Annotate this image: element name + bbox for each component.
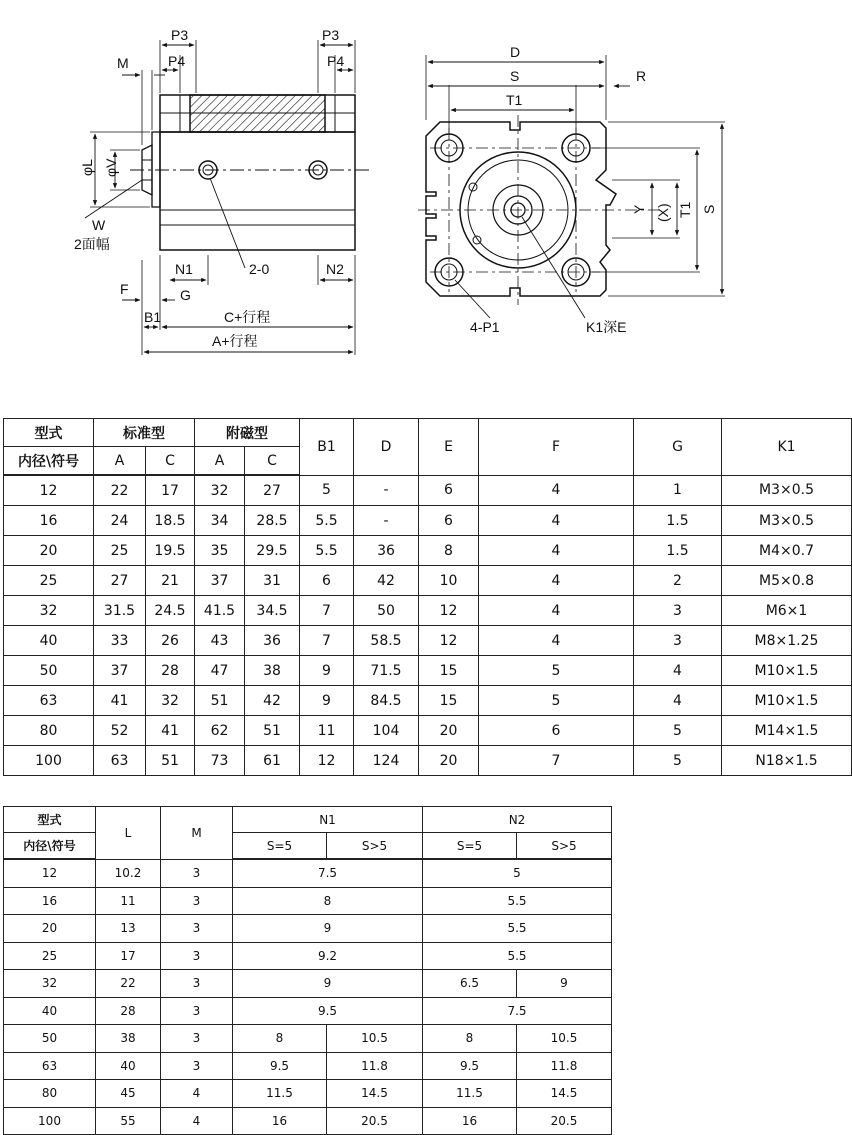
label-two-face: 2面幅 (74, 236, 110, 252)
label-phi-v: φV (103, 158, 119, 177)
label-w: W (92, 217, 106, 233)
table1-cell-a-magnetic: 37 (195, 566, 245, 596)
table1-cell-k1: M8×1.25 (722, 626, 852, 656)
table1-cell-a-standard: 31.5 (94, 596, 146, 626)
table2-cell-n1-s5: 16 (233, 1107, 327, 1135)
table2-cell-bore: 50 (4, 1025, 96, 1053)
table1-header-magnetic: 附磁型 (195, 419, 300, 447)
table2-cell-l: 28 (96, 997, 161, 1025)
table1-body (4, 475, 852, 776)
table1-cell-bore: 100 (4, 746, 94, 776)
table2-cell-n1: 9.5 (233, 997, 423, 1025)
table1-cell-g: 1 (634, 475, 722, 506)
table2-cell-l: 38 (96, 1025, 161, 1053)
table2-cell-m: 4 (161, 1080, 233, 1108)
table1-cell-f: 4 (479, 475, 634, 506)
table1-cell-bore: 20 (4, 536, 94, 566)
table2-cell-n1-sgt5: 20.5 (327, 1107, 423, 1135)
table1-cell-b1: 12 (300, 746, 354, 776)
table1-cell-b1: 5 (300, 475, 354, 506)
table2-cell-n2-s5: 8 (423, 1025, 517, 1053)
table1-row (4, 506, 852, 536)
table2-cell-bore: 63 (4, 1052, 96, 1080)
label-4-p1: 4-P1 (470, 319, 500, 335)
table2-cell-m: 3 (161, 887, 233, 915)
table1-header-a-standard: A (94, 447, 146, 476)
table1-cell-e: 6 (419, 506, 479, 536)
label-n2: N2 (326, 261, 344, 277)
table2-cell-n1: 9 (233, 970, 423, 998)
table2-cell-l: 45 (96, 1080, 161, 1108)
table2-cell-n1-s5: 11.5 (233, 1080, 327, 1108)
table2-cell-bore: 25 (4, 942, 96, 970)
label-g: G (180, 287, 191, 303)
table1-cell-e: 6 (419, 475, 479, 506)
table1-cell-d: 71.5 (354, 656, 419, 686)
table1-cell-k1: M10×1.5 (722, 686, 852, 716)
table1-cell-b1: 5.5 (300, 506, 354, 536)
table1-cell-b1: 6 (300, 566, 354, 596)
table1-cell-a-magnetic: 32 (195, 475, 245, 506)
table1-cell-a-magnetic: 62 (195, 716, 245, 746)
table2-cell-l: 17 (96, 942, 161, 970)
table1-cell-a-magnetic: 34 (195, 506, 245, 536)
table2-cell-n1-s5: 8 (233, 1025, 327, 1053)
label-s: S (510, 68, 520, 84)
table1-cell-a-standard: 37 (94, 656, 146, 686)
table2-cell-n1: 8 (233, 887, 423, 915)
table1-cell-bore: 80 (4, 716, 94, 746)
table1-cell-a-standard: 27 (94, 566, 146, 596)
table2-cell-n2: 5.5 (423, 887, 612, 915)
table1-cell-f: 4 (479, 626, 634, 656)
dimension-table-secondary (3, 806, 612, 1135)
table2-cell-m: 3 (161, 970, 233, 998)
table1-cell-e: 20 (419, 716, 479, 746)
table2-cell-n2-sgt5: 9 (517, 970, 612, 998)
table2-cell-n2: 7.5 (423, 997, 612, 1025)
table1-cell-f: 5 (479, 686, 634, 716)
table1-cell-d: - (354, 506, 419, 536)
table1-cell-b1: 5.5 (300, 536, 354, 566)
label-c-stroke: C+行程 (224, 309, 271, 325)
table1-header-k1: K1 (722, 419, 852, 476)
table2-cell-m: 3 (161, 859, 233, 887)
table2-header-bore: 内径\符号 (4, 833, 96, 860)
table2-cell-l: 55 (96, 1107, 161, 1135)
table1-cell-f: 7 (479, 746, 634, 776)
label-phi-l: φL (79, 159, 95, 176)
table1-cell-c-standard: 26 (146, 626, 195, 656)
table1-cell-f: 5 (479, 656, 634, 686)
label-k1-depth: K1深E (586, 319, 627, 335)
table1-cell-c-standard: 28 (146, 656, 195, 686)
table2-cell-n2-sgt5: 14.5 (517, 1080, 612, 1108)
cylinder-body (160, 132, 355, 250)
table1-header-g: G (634, 419, 722, 476)
table1-cell-k1: M3×0.5 (722, 506, 852, 536)
table2-cell-n1: 9.2 (233, 942, 423, 970)
table1-row (4, 716, 852, 746)
table2-row (4, 1080, 612, 1108)
front-view (418, 55, 725, 305)
table1-cell-g: 3 (634, 626, 722, 656)
table1-cell-e: 12 (419, 626, 479, 656)
table1-cell-k1: M14×1.5 (722, 716, 852, 746)
table1-header-model: 型式 (4, 419, 94, 447)
table1-header-b1: B1 (300, 419, 354, 476)
table1-header-bore: 内径\符号 (4, 447, 94, 476)
table1-cell-f: 4 (479, 566, 634, 596)
table1-cell-c-magnetic: 28.5 (245, 506, 300, 536)
table1-cell-e: 20 (419, 746, 479, 776)
table2-body (4, 859, 612, 1135)
table2-row (4, 1052, 612, 1080)
table1-cell-k1: M6×1 (722, 596, 852, 626)
label-t1: T1 (506, 92, 523, 108)
table1-cell-k1: M4×0.7 (722, 536, 852, 566)
table1-row (4, 596, 852, 626)
table2-cell-l: 13 (96, 915, 161, 943)
table2-cell-bore: 20 (4, 915, 96, 943)
table1-cell-g: 5 (634, 716, 722, 746)
dimension-table-main (3, 418, 852, 776)
table1-cell-a-standard: 25 (94, 536, 146, 566)
table1-cell-k1: M3×0.5 (722, 475, 852, 506)
table1-cell-k1: M5×0.8 (722, 566, 852, 596)
table2-cell-n2-s5: 11.5 (423, 1080, 517, 1108)
table1-cell-a-standard: 24 (94, 506, 146, 536)
table2-cell-bore: 80 (4, 1080, 96, 1108)
table1-cell-c-standard: 21 (146, 566, 195, 596)
table1-header-d: D (354, 419, 419, 476)
table1-header-c-standard: C (146, 447, 195, 476)
table1-cell-g: 4 (634, 656, 722, 686)
table1-cell-k1: M10×1.5 (722, 656, 852, 686)
table2-header-l: L (96, 807, 161, 860)
label-a-stroke: A+行程 (212, 333, 258, 349)
table1-row (4, 746, 852, 776)
table1-cell-c-magnetic: 38 (245, 656, 300, 686)
table2-cell-n2-s5: 9.5 (423, 1052, 517, 1080)
table2-cell-m: 3 (161, 915, 233, 943)
label-m: M (117, 55, 129, 71)
table1-cell-a-magnetic: 35 (195, 536, 245, 566)
table2-cell-n2: 5.5 (423, 915, 612, 943)
table2-cell-n1-sgt5: 14.5 (327, 1080, 423, 1108)
table2-row (4, 915, 612, 943)
label-b1: B1 (144, 309, 162, 325)
table2-row (4, 887, 612, 915)
table2-header-n1-sgt5: S>5 (327, 833, 423, 860)
table1-cell-d: 124 (354, 746, 419, 776)
table1-cell-c-standard: 18.5 (146, 506, 195, 536)
table2-cell-l: 10.2 (96, 859, 161, 887)
label-f: F (120, 281, 129, 297)
table1-cell-a-standard: 52 (94, 716, 146, 746)
table1-cell-bore: 40 (4, 626, 94, 656)
table1-header-a-magnetic: A (195, 447, 245, 476)
table1-cell-d: 50 (354, 596, 419, 626)
label-x: (X) (655, 203, 671, 222)
table1-cell-a-standard: 33 (94, 626, 146, 656)
table1-cell-bore: 25 (4, 566, 94, 596)
table1-cell-g: 2 (634, 566, 722, 596)
table1-header-f: F (479, 419, 634, 476)
table2-header-n2-s5: S=5 (423, 833, 517, 860)
table2-header-row-1 (4, 807, 612, 833)
table2-cell-n2-s5: 6.5 (423, 970, 517, 998)
label-y: Y (631, 204, 647, 214)
label-s-side: S (701, 204, 717, 214)
side-view (90, 40, 370, 355)
table2-cell-m: 3 (161, 1052, 233, 1080)
table2-row (4, 997, 612, 1025)
table2-cell-n1: 7.5 (233, 859, 423, 887)
table1-row (4, 536, 852, 566)
table1-cell-bore: 63 (4, 686, 94, 716)
table1-cell-e: 10 (419, 566, 479, 596)
table1-cell-g: 1.5 (634, 506, 722, 536)
label-p3-right: P3 (322, 27, 340, 43)
table2-row (4, 942, 612, 970)
table2-cell-bore: 12 (4, 859, 96, 887)
table1-cell-g: 3 (634, 596, 722, 626)
table1-cell-c-standard: 51 (146, 746, 195, 776)
table1-cell-a-standard: 41 (94, 686, 146, 716)
table1-cell-a-magnetic: 51 (195, 686, 245, 716)
table1-cell-c-standard: 24.5 (146, 596, 195, 626)
table1-cell-c-magnetic: 51 (245, 716, 300, 746)
table2-header-n2: N2 (423, 807, 612, 833)
table2-cell-bore: 100 (4, 1107, 96, 1135)
table1-cell-b1: 11 (300, 716, 354, 746)
table1-cell-b1: 7 (300, 596, 354, 626)
table1-cell-c-magnetic: 29.5 (245, 536, 300, 566)
table1-cell-b1: 7 (300, 626, 354, 656)
table1-cell-a-standard: 63 (94, 746, 146, 776)
table2-cell-n1: 9 (233, 915, 423, 943)
table2-cell-l: 11 (96, 887, 161, 915)
table2-row (4, 1025, 612, 1053)
table1-cell-c-magnetic: 31 (245, 566, 300, 596)
table1-row (4, 475, 852, 506)
table2-cell-m: 3 (161, 1025, 233, 1053)
table2-header-n1-s5: S=5 (233, 833, 327, 860)
table1-cell-g: 5 (634, 746, 722, 776)
table1-cell-g: 1.5 (634, 536, 722, 566)
table1-cell-f: 4 (479, 506, 634, 536)
table2-cell-n2-sgt5: 20.5 (517, 1107, 612, 1135)
table2-cell-m: 3 (161, 997, 233, 1025)
table2-cell-bore: 32 (4, 970, 96, 998)
table1-cell-f: 6 (479, 716, 634, 746)
table1-cell-k1: N18×1.5 (722, 746, 852, 776)
table1-row (4, 656, 852, 686)
label-n1: N1 (175, 261, 193, 277)
table1-header-standard: 标准型 (94, 419, 195, 447)
table1-cell-bore: 32 (4, 596, 94, 626)
table1-cell-a-standard: 22 (94, 475, 146, 506)
table1-row (4, 626, 852, 656)
table1-cell-b1: 9 (300, 686, 354, 716)
table2-header-row-2 (4, 833, 612, 860)
table1-cell-e: 8 (419, 536, 479, 566)
label-t1-side: T1 (677, 201, 693, 218)
table1-cell-a-magnetic: 47 (195, 656, 245, 686)
table2-cell-n1-sgt5: 11.8 (327, 1052, 423, 1080)
table1-header-e: E (419, 419, 479, 476)
table1-row (4, 686, 852, 716)
table1-cell-c-magnetic: 36 (245, 626, 300, 656)
table2-cell-n2-s5: 16 (423, 1107, 517, 1135)
table1-cell-bore: 12 (4, 475, 94, 506)
table2-row (4, 859, 612, 887)
label-p4-right: P4 (327, 53, 345, 69)
table2-cell-l: 22 (96, 970, 161, 998)
table1-cell-c-standard: 32 (146, 686, 195, 716)
table1-cell-bore: 50 (4, 656, 94, 686)
table1-cell-d: 36 (354, 536, 419, 566)
table1-cell-d: 42 (354, 566, 419, 596)
technical-drawings (0, 0, 790, 395)
table2-cell-n2: 5.5 (423, 942, 612, 970)
label-d: D (510, 44, 521, 60)
table1-cell-f: 4 (479, 596, 634, 626)
table1-cell-b1: 9 (300, 656, 354, 686)
table2-row (4, 970, 612, 998)
table1-cell-e: 12 (419, 596, 479, 626)
table1-cell-c-magnetic: 61 (245, 746, 300, 776)
table1-cell-c-standard: 17 (146, 475, 195, 506)
table1-header-row-1 (4, 419, 852, 447)
table2-row (4, 1107, 612, 1135)
table2-cell-n1-s5: 9.5 (233, 1052, 327, 1080)
table1-cell-a-magnetic: 43 (195, 626, 245, 656)
table1-cell-c-magnetic: 34.5 (245, 596, 300, 626)
table1-cell-e: 15 (419, 656, 479, 686)
table1-cell-a-magnetic: 73 (195, 746, 245, 776)
table2-header-n1: N1 (233, 807, 423, 833)
table1-cell-e: 15 (419, 686, 479, 716)
table2-header-n2-sgt5: S>5 (517, 833, 612, 860)
front-view-labels (470, 44, 717, 335)
table2-cell-bore: 40 (4, 997, 96, 1025)
table2-cell-n2-sgt5: 10.5 (517, 1025, 612, 1053)
table1-cell-g: 4 (634, 686, 722, 716)
table2-header-model: 型式 (4, 807, 96, 833)
table1-cell-d: 104 (354, 716, 419, 746)
table2-cell-n2: 5 (423, 859, 612, 887)
table1-cell-f: 4 (479, 536, 634, 566)
table1-cell-c-standard: 19.5 (146, 536, 195, 566)
table1-cell-c-standard: 41 (146, 716, 195, 746)
table2-cell-n2-sgt5: 11.8 (517, 1052, 612, 1080)
table2-header-m: M (161, 807, 233, 860)
label-p3-left: P3 (171, 27, 189, 43)
table1-cell-d: 84.5 (354, 686, 419, 716)
table1-cell-a-magnetic: 41.5 (195, 596, 245, 626)
table2-cell-m: 3 (161, 942, 233, 970)
table1-cell-bore: 16 (4, 506, 94, 536)
table2-cell-n1-sgt5: 10.5 (327, 1025, 423, 1053)
table1-cell-c-magnetic: 27 (245, 475, 300, 506)
label-r: R (636, 68, 647, 84)
table1-row (4, 566, 852, 596)
table2-cell-l: 40 (96, 1052, 161, 1080)
label-p4-left: P4 (168, 53, 186, 69)
table1-cell-c-magnetic: 42 (245, 686, 300, 716)
table2-cell-m: 4 (161, 1107, 233, 1135)
label-2-o: 2-0 (249, 261, 270, 277)
table1-cell-d: - (354, 475, 419, 506)
table1-header-c-magnetic: C (245, 447, 300, 476)
table2-cell-bore: 16 (4, 887, 96, 915)
table1-cell-d: 58.5 (354, 626, 419, 656)
